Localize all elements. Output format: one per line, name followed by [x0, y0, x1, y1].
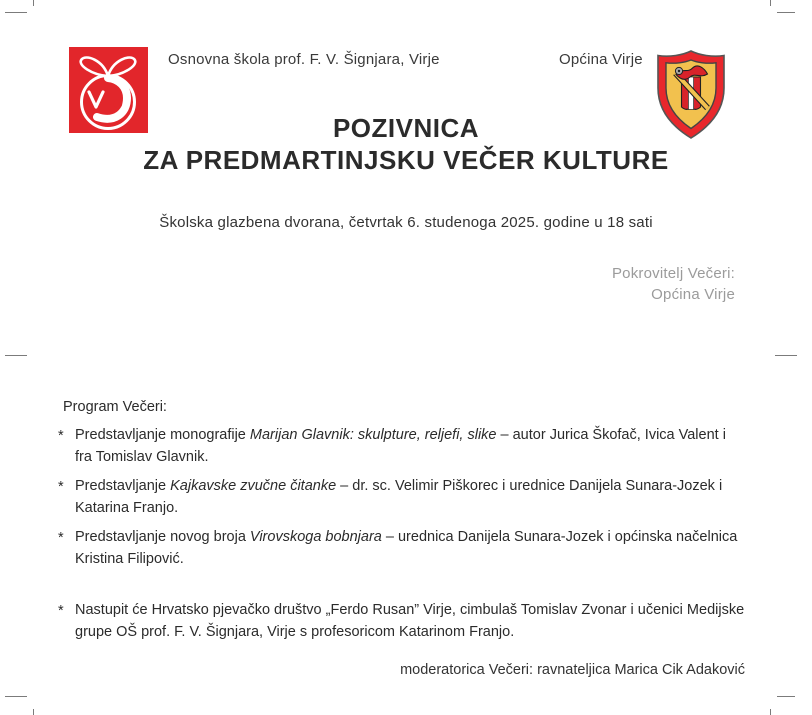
- crop-mark: [777, 696, 795, 697]
- program-section: [58, 396, 745, 681]
- program-item: [58, 599, 745, 643]
- page-title: POZIVNICA: [332, 113, 480, 143]
- event-details: Školska glazbena dvorana, četvrtak 6. studenoga 2025. godine u 18 sati: [159, 214, 653, 231]
- program-item-text: – autor Jurica Škofač, Ivica Valent i fra Tomislav Glavnik.: [75, 427, 726, 465]
- program-item-text: – dr. sc. Velimir Piškorec i urednice Danijela Sunara-Jozek i Katarina Franjo.: [75, 478, 723, 516]
- bullet: *: [58, 530, 64, 546]
- program-item: [58, 475, 745, 519]
- patron-label: Pokrovitelj Večeri:: [611, 265, 735, 282]
- program-item-text: Predstavljanje monografije: [75, 427, 250, 443]
- crop-mark: [770, 0, 771, 6]
- crop-mark: [5, 12, 27, 13]
- crop-mark: [775, 355, 797, 356]
- program-item-text: Predstavljanje: [75, 478, 171, 494]
- patron-block: [612, 263, 735, 305]
- bullet: *: [58, 428, 64, 444]
- bullet: *: [58, 479, 64, 495]
- program-item-text: – urednica Danijela Sunara-Jozek i općinska načelnica Kristina Filipović.: [75, 529, 738, 567]
- patron-name: Općina Virje: [651, 286, 735, 303]
- program-item-title: Virovskoga bobnjara: [249, 529, 382, 545]
- school-name: Osnovna škola prof. F. V. Šignjara, Virje: [168, 51, 440, 68]
- crop-mark: [5, 355, 27, 356]
- program-heading: Program Večeri:: [63, 399, 167, 415]
- crop-mark: [33, 0, 34, 6]
- crop-mark: [5, 696, 27, 697]
- program-item-title: Marijan Glavnik: skulpture, reljefi, slike: [249, 427, 497, 443]
- moderator-line: moderatorica Večeri: ravnateljica Marica Cik Adaković: [400, 662, 745, 678]
- crop-mark: [777, 12, 795, 13]
- program-item-title: Kajkavske zvučne čitanke: [170, 478, 337, 494]
- program-item: [58, 424, 745, 468]
- program-item-text: Nastupit će Hrvatsko pjevačko društvo „Ferdo Rusan” Virje, cimbulaš Tomislav Zvonar i učenici Medijske grupe OŠ prof. F. V. Šignjara, Virje s profesoricom Katarinom Franjo.: [75, 602, 745, 640]
- crop-mark: [33, 709, 34, 715]
- title-block: [0, 112, 812, 176]
- program-item-text: Predstavljanje novog broja: [75, 529, 250, 545]
- program-item: [58, 526, 745, 570]
- page-subtitle: ZA PREDMARTINJSKU VEČER KULTURE: [143, 145, 669, 175]
- municipality-name: Općina Virje: [559, 51, 643, 68]
- bullet: *: [58, 603, 64, 619]
- crop-mark: [770, 709, 771, 715]
